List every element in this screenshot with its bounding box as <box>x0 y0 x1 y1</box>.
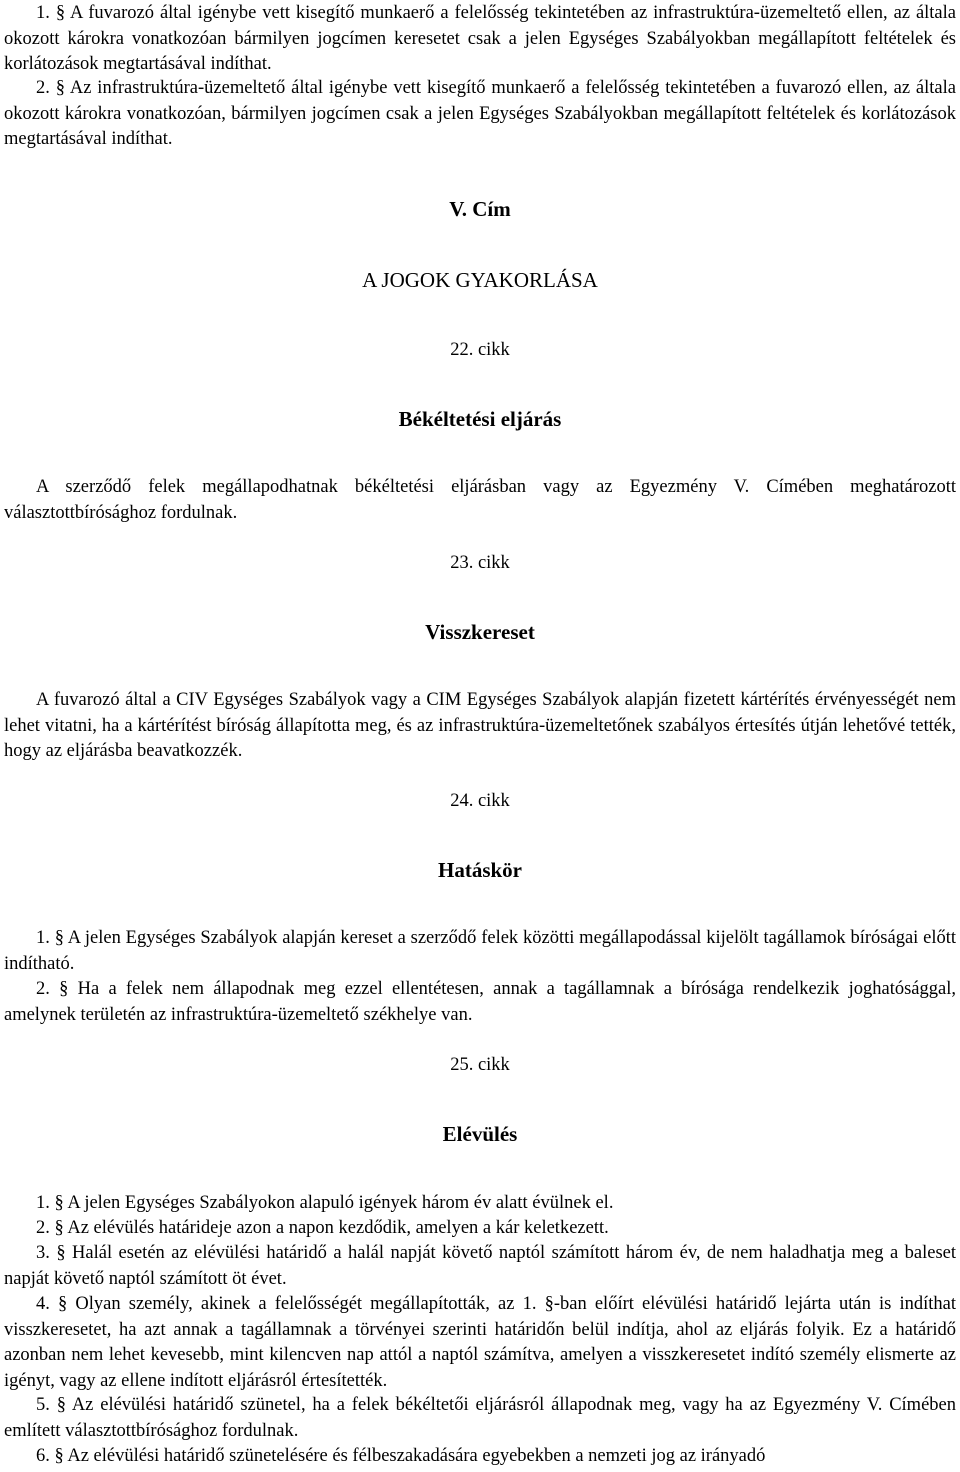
article-22-paragraph: A szerződő felek megállapodhatnak békéltetési eljárásban vagy az Egyezmény V. Címében meghatározott választottbírósághoz fordulnak. <box>4 477 956 523</box>
paragraph-intro-1: 1. § A fuvarozó által igénybe vett kisegítő munkaerő a felelősség tekintetében az infrastruktúra-üzemeltető ellen, az általa okozott károkra vonatkozóan bármilyen jogcímen keresetet csak a jelen Egységes Szabályokban megállapított feltételek és korlátozások megtartásával indíthat. <box>4 3 956 74</box>
article-heading-22: Békéltetési eljárás <box>398 407 562 431</box>
article-number-25: 25. cikk <box>450 1055 510 1075</box>
article-heading-23: Visszkereset <box>425 620 535 644</box>
article-25-paragraph-3: 3. § Halál esetén az elévülési határidő a halál napját követő naptól számított három év, de nem haladhatja meg a baleset napját követő naptól számított öt évet. <box>4 1243 956 1289</box>
article-number-24: 24. cikk <box>450 791 510 811</box>
article-25-paragraph-6: 6. § Az elévülési határidő szünetelésére és félbeszakadására egyebekben a nemzeti jog az irányadó <box>36 1446 766 1466</box>
article-23-paragraph: A fuvarozó által a CIV Egységes Szabályok vagy a CIM Egységes Szabályok alapján fizetett kártérítés érvényességét nem lehet vitatni, ha a kártérítést bíróság állapította meg, és az infrastruktúra-üzemeltetőnek szabályos értesítés útján lehetővé tették, hogy az eljárásba beavatkozzék. <box>4 690 956 761</box>
title-number: V. Cím <box>449 197 511 221</box>
article-24-paragraph-2: 2. § Ha a felek nem állapodnak meg ezzel ellentétesen, annak a tagállamnak a bírósága rendelkezik joghatósággal, amelynek területén az infrastruktúra-üzemeltető székhelye van. <box>4 979 956 1025</box>
article-24-paragraph-1: 1. § A jelen Egységes Szabályok alapján kereset a szerződő felek közötti megállapodással kijelölt tagállamok bíróságai előtt indítható. <box>4 928 956 974</box>
article-25-paragraph-4: 4. § Olyan személy, akinek a felelősségét megállapították, az 1. §-ban előírt elévülési határidő lejárta után is indíthat visszkeresetet, ha azt annak a tagállamnak a törvényei szerinti határidőn belül indítja, ahol az eljárás folyik. Ez a határidő azonban nem lehet kevesebb, mint kilencven nap attól a naptól számítva, amelyen a visszkeresetet indító személy elismerte az igényt, vagy az ellene indított eljárásról értesítették. <box>4 1294 956 1391</box>
article-number-22: 22. cikk <box>450 340 510 360</box>
article-25-paragraph-2: 2. § Az elévülés határideje azon a napon kezdődik, amelyen a kár keletkezett. <box>36 1218 609 1238</box>
paragraph-intro-2: 2. § Az infrastruktúra-üzemeltető által igénybe vett kisegítő munkaerő a felelősség tekintetében a fuvarozó ellen, az általa okozott károkra vonatkozóan, bármilyen jogcímen csak a jelen Egységes Szabályokban megállapított feltételek és korlátozások megtartásával indíthat. <box>4 78 956 149</box>
article-number-23: 23. cikk <box>450 553 510 573</box>
article-heading-25: Elévülés <box>442 1122 518 1146</box>
article-25-paragraph-1: 1. § A jelen Egységes Szabályokon alapuló igények három év alatt évülnek el. <box>36 1193 614 1213</box>
article-heading-24: Hatáskör <box>438 858 522 882</box>
title-name: A JOGOK GYAKORLÁSA <box>362 268 598 292</box>
article-25-paragraph-5: 5. § Az elévülési határidő szünetel, ha a felek békéltetői eljárásról állapodnak meg, vagy ha az Egyezmény V. Címében említett választottbírósághoz fordulnak. <box>4 1395 956 1441</box>
